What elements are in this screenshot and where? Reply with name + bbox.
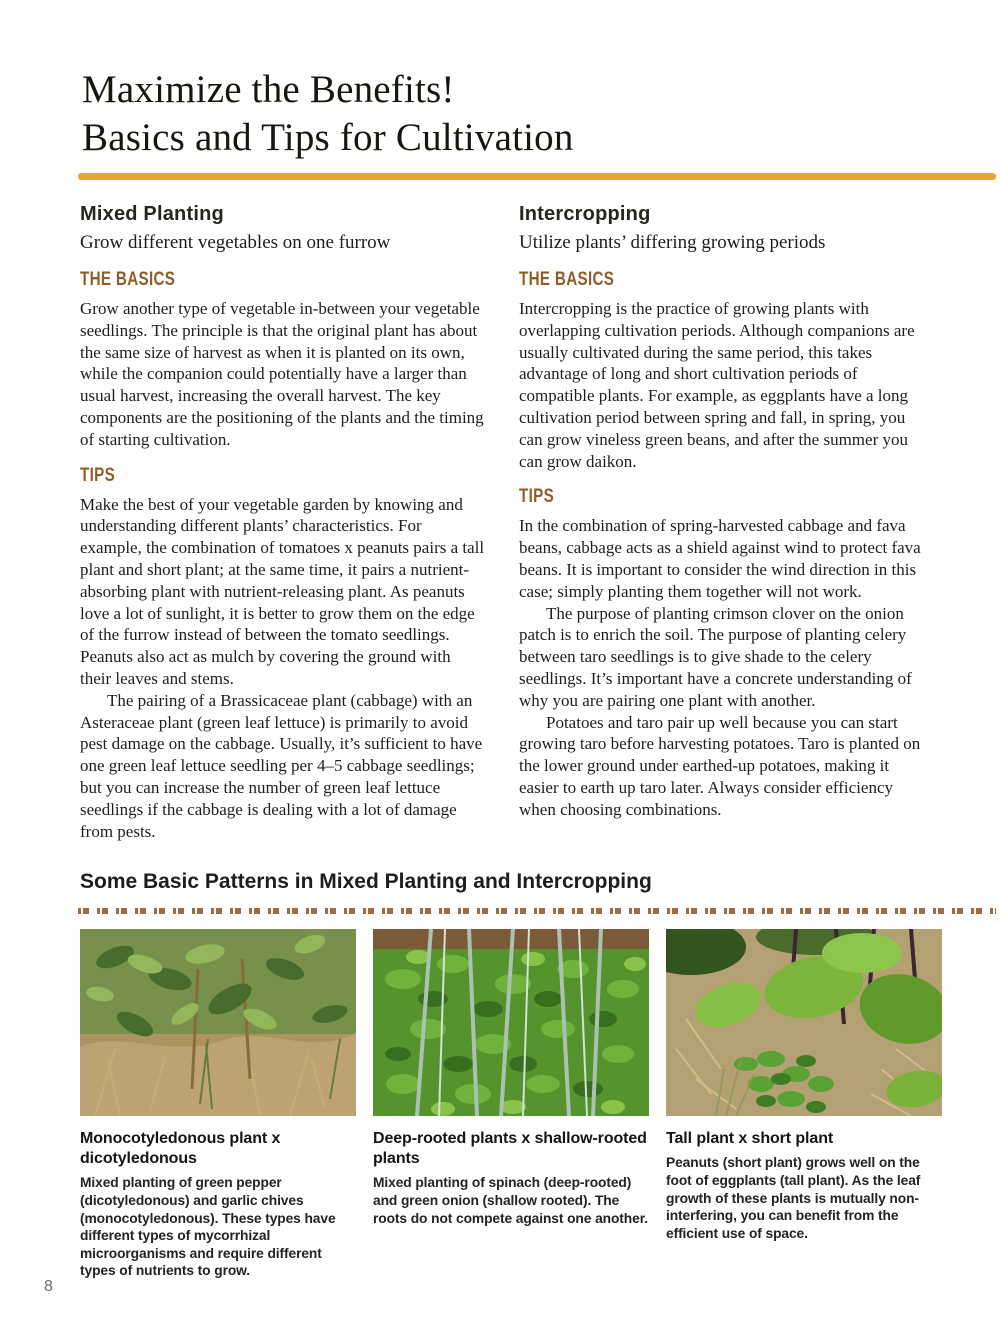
kicker-the-basics: THE BASICS xyxy=(80,269,176,290)
basics-text xyxy=(80,298,486,451)
patterns-section-heading: Some Basic Patterns in Mixed Planting and Intercropping xyxy=(80,870,652,894)
kicker-tips: TIPS xyxy=(519,486,555,508)
paragraph: Grow another type of vegetable in-between your vegetable seedlings. The principle is that the original plant has about the same size of harvest as when it is planted on its own, while the companion could potentially have a larger than usual harvest, increasing the overall harvest. The key components are the positioning of the plants and the timing of starting cultivation. xyxy=(80,299,484,449)
page-number: 8 xyxy=(44,1278,53,1295)
photo-eggplant-peanuts xyxy=(666,929,942,1116)
section-heading-intercropping: Intercropping xyxy=(519,203,651,225)
column-mixed-planting xyxy=(80,202,486,842)
photo-illustration xyxy=(373,929,649,1116)
column-intercropping xyxy=(519,202,925,842)
photo-green-pepper-garlic-chives xyxy=(80,929,356,1116)
divider-ornament xyxy=(78,908,996,914)
pattern-description: Mixed planting of green pepper (dicotyledonous) and garlic chives (monocotyledonous). These types have different types of mycorrhizal microorganisms and require different types of nutrients to grow. xyxy=(80,1175,336,1279)
pattern-title: Tall plant x short plant xyxy=(666,1130,834,1148)
pattern-description: Peanuts (short plant) grows well on the foot of eggplants (tall plant). As the leaf growth of these plants is mutually non-interfering, you can benefit from the efficient use of space. xyxy=(666,1155,921,1241)
accent-rule xyxy=(78,173,996,180)
photo-spinach-green-onion xyxy=(373,929,649,1116)
pattern-title: Monocotyledonous plant x dicotyledonous xyxy=(80,1130,281,1168)
basics-text xyxy=(519,298,925,472)
paragraph: The pairing of a Brassicaceae plant (cabbage) with an Asteraceae plant (green leaf lettuce) is primarily to avoid pest damage on the cabbage. Usually, it’s sufficient to have one green leaf lettuce seedling per 4–5 cabbage seedlings; but you can increase the number of green leaf lettuce seedlings if the cabbage is dealing with a lot of damage from pests. xyxy=(80,690,483,841)
pattern-description: Mixed planting of spinach (deep-rooted) and green onion (shallow rooted). The roots do not compete against one another. xyxy=(373,1175,648,1226)
section-subtitle: Utilize plants’ differing growing periods xyxy=(519,232,826,253)
paragraph: In the combination of spring-harvested cabbage and fava beans, cabbage acts as a shield against wind to protect fava beans. It is important to consider the wind direction in this case; simply planting them together will not work. xyxy=(519,516,921,601)
pattern-items-row xyxy=(80,929,1000,1280)
kicker-the-basics: THE BASICS xyxy=(519,269,615,290)
photo-illustration xyxy=(666,929,942,1116)
two-column-layout xyxy=(80,202,1000,842)
pattern-title: Deep-rooted plants x shallow-rooted plants xyxy=(373,1130,647,1168)
page-title-line2: Basics and Tips for Cultivation xyxy=(82,116,574,159)
tips-text xyxy=(519,515,925,820)
page-title-line1: Maximize the Benefits! xyxy=(82,68,455,111)
photo-illustration xyxy=(80,929,356,1116)
pattern-item-deep-shallow-roots xyxy=(373,929,649,1280)
kicker-tips: TIPS xyxy=(80,464,116,486)
paragraph: Intercropping is the practice of growing plants with overlapping cultivation periods. Although companions are usually cultivated during the same period, this takes advantage of long and short cultivation periods of compatible plants. For example, as eggplants have a long cultivation period between spring and fall, in spring, you can grow vineless green beans, and after the summer you can grow daikon. xyxy=(519,299,915,471)
paragraph: Make the best of your vegetable garden by knowing and understanding different plants’ characteristics. For example, the combination of tomatoes x peanuts pairs a tall plant and short plant; at the same time, it pairs a nutrient-absorbing plant with nutrient-releasing plant. As peanuts love a lot of sunlight, it is better to grow them on the edge of the furrow instead of between the tomato seedlings. Peanuts also act as mulch by covering the ground with their leaves and stems. xyxy=(80,494,485,688)
pattern-item-tall-short xyxy=(666,929,942,1280)
paragraph: Potatoes and taro pair up well because you can start growing taro before harvesting potatoes. Taro is planted on the lower ground under earthed-up potatoes, making it easier to earth up taro later. Always consider efficiency when choosing combinations. xyxy=(519,712,921,819)
pattern-item-monocot-dicot xyxy=(80,929,356,1280)
tips-text xyxy=(80,494,486,843)
section-heading-mixed-planting: Mixed Planting xyxy=(80,203,224,225)
page-title xyxy=(82,66,1000,162)
section-subtitle: Grow different vegetables on one furrow xyxy=(80,232,391,253)
paragraph: The purpose of planting crimson clover on the onion patch is to enrich the soil. The purpose of planting celery between taro seedlings is to give shade to the celery seedlings. It’s important have a concrete understanding of why you are pairing one plant with another. xyxy=(519,603,912,710)
